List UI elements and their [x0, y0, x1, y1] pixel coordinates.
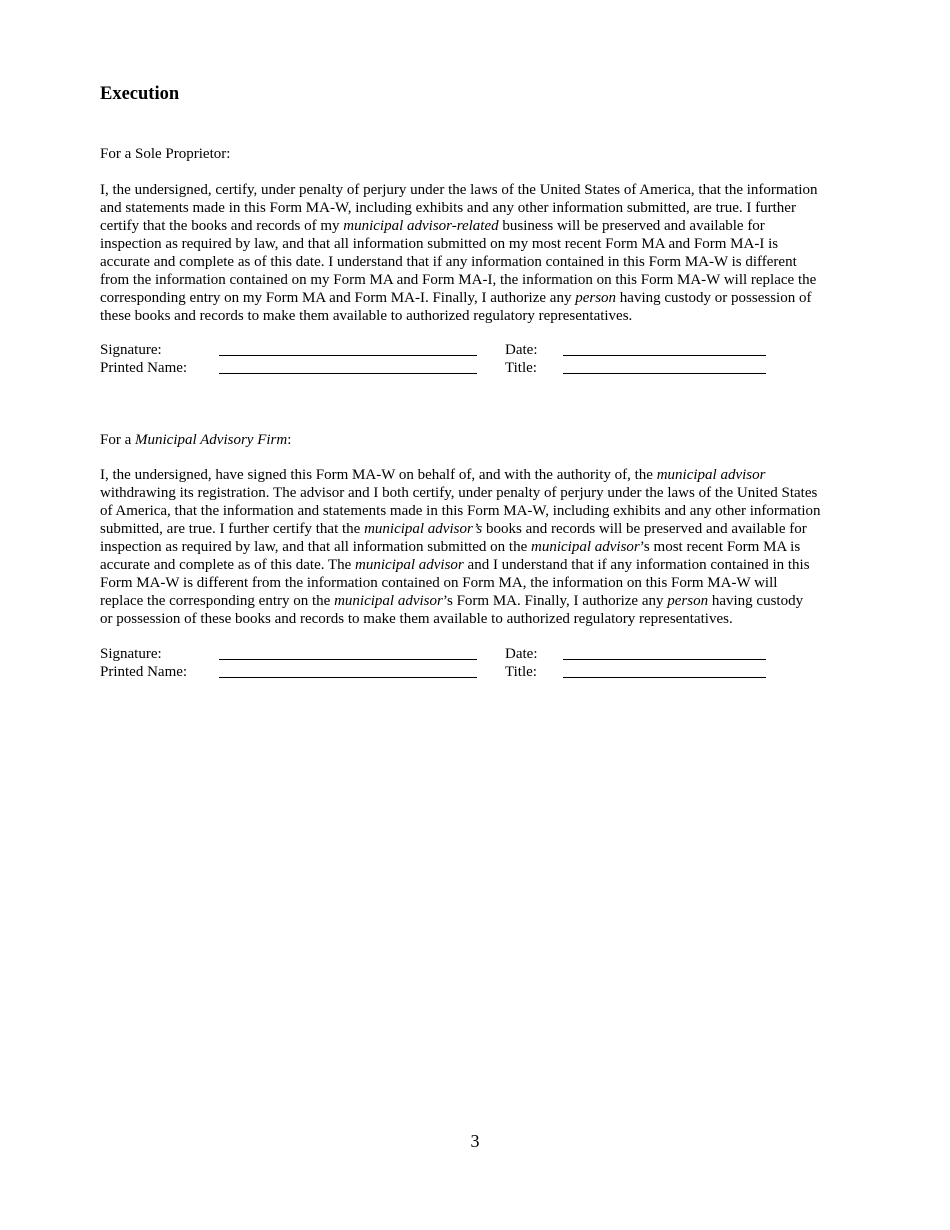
- certification-line: certify that the books and records of my municipal advisor-related business will be preserved and available for: [100, 218, 765, 234]
- page-number: 3: [470, 1131, 480, 1151]
- certification-line: accurate and complete as of this date. I understand that if any information contained in this Form MA-W is different: [100, 254, 797, 270]
- certification-line: of America, that the information and statements made in this Form MA-W, including exhibits and any other information: [100, 503, 821, 519]
- printed-name-field[interactable]: [219, 373, 477, 374]
- title-field[interactable]: [563, 677, 766, 678]
- sole-proprietor-certification: [100, 181, 852, 325]
- signature-label: Signature:: [100, 646, 162, 662]
- certification-line: inspection as required by law, and that all information submitted on the municipal advisor’s most recent Form MA is: [100, 539, 801, 555]
- date-label: Date:: [505, 342, 538, 358]
- printed-name-field[interactable]: [219, 677, 477, 678]
- date-field[interactable]: [563, 355, 766, 356]
- municipal-firm-intro: For a Municipal Advisory Firm:: [100, 432, 292, 448]
- title-field[interactable]: [563, 373, 766, 374]
- signature-field[interactable]: [219, 659, 477, 660]
- printed-name-label: Printed Name:: [100, 664, 188, 680]
- certification-line: accurate and complete as of this date. The municipal advisor and I understand that if any information contained in this: [100, 557, 810, 573]
- section-heading: Execution: [100, 84, 180, 104]
- certification-line: withdrawing its registration. The advisor and I both certify, under penalty of perjury under the laws of the United States: [100, 485, 818, 501]
- sole-proprietor-intro: For a Sole Proprietor:: [100, 146, 231, 162]
- certification-line: I, the undersigned, have signed this Form MA-W on behalf of, and with the authority of, the municipal advisor: [100, 467, 766, 483]
- certification-line: these books and records to make them available to authorized regulatory representatives.: [100, 308, 633, 324]
- municipal-firm-certification: [100, 466, 852, 628]
- certification-line: submitted, are true. I further certify that the municipal advisor’s books and records will be preserved and available for: [100, 521, 807, 537]
- certification-line: from the information contained on my Form MA and Form MA-I, the information on this Form MA-W will replace the: [100, 272, 817, 288]
- certification-line: I, the undersigned, certify, under penalty of perjury under the laws of the United States of America, that the information: [100, 182, 818, 198]
- date-field[interactable]: [563, 659, 766, 660]
- certification-line: and statements made in this Form MA-W, including exhibits and any other information submitted, are true. I further: [100, 200, 796, 216]
- firm-printed-name-row: [100, 663, 852, 681]
- sole-signature-row: [100, 341, 852, 359]
- certification-line: corresponding entry on my Form MA and Form MA-I. Finally, I authorize any person having custody or possession of: [100, 290, 812, 306]
- firm-signature-row: [100, 645, 852, 663]
- date-label: Date:: [505, 646, 538, 662]
- title-label: Title:: [505, 360, 537, 376]
- certification-line: inspection as required by law, and that all information submitted on my most recent Form MA and Form MA-I is: [100, 236, 779, 252]
- printed-name-label: Printed Name:: [100, 360, 188, 376]
- signature-label: Signature:: [100, 342, 162, 358]
- certification-line: or possession of these books and records to make them available to authorized regulatory representatives.: [100, 611, 733, 627]
- certification-line: Form MA-W is different from the information contained on Form MA, the information on this Form MA-W will: [100, 575, 778, 591]
- certification-line: replace the corresponding entry on the municipal advisor’s Form MA. Finally, I authorize any person having custody: [100, 593, 804, 609]
- title-label: Title:: [505, 664, 537, 680]
- sole-printed-name-row: [100, 359, 852, 377]
- signature-field[interactable]: [219, 355, 477, 356]
